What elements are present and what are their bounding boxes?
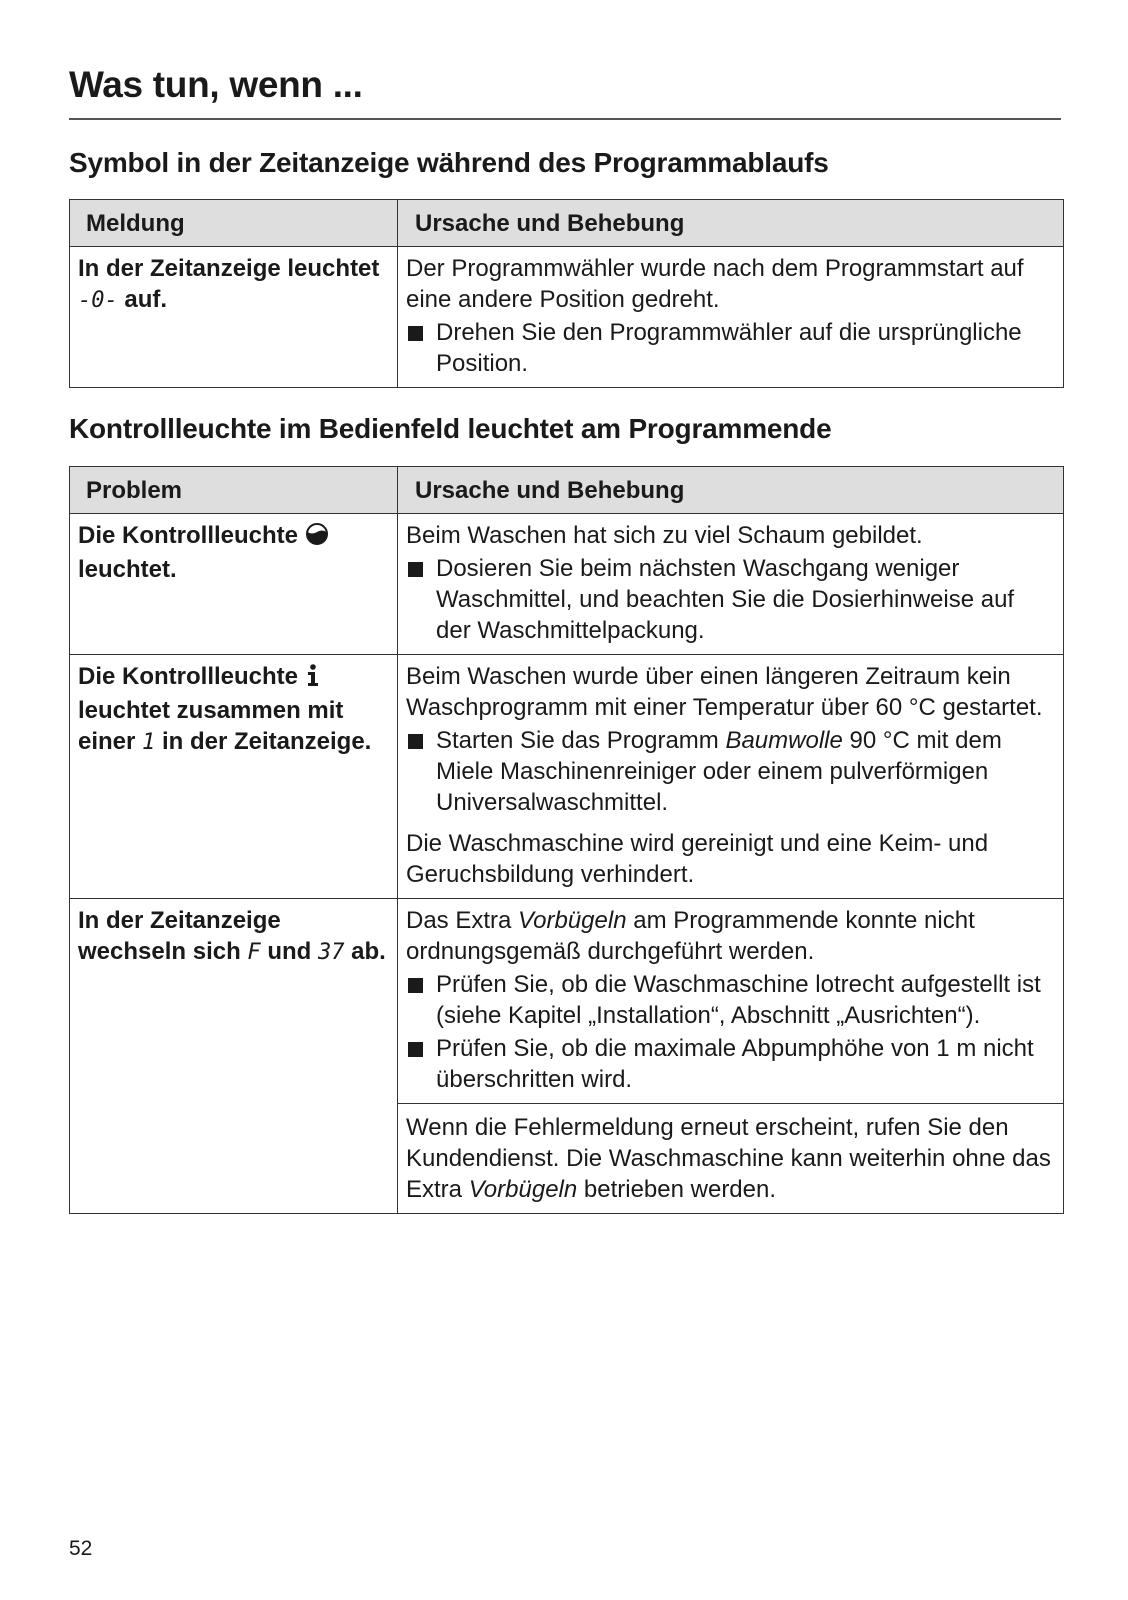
problem-text-end: auf. [117, 286, 168, 313]
note-text: Wenn die Fehlermeldung erneut erscheint, rufen Sie den Kundendienst. Die Waschmaschine kann weiterhin ohne das Extra [406, 1114, 1051, 1203]
note-text-end: betrieben werden. [577, 1176, 777, 1203]
display-symbol-f: F [247, 940, 261, 965]
extra-name: Vorbügeln [468, 1176, 578, 1203]
cause-cell [398, 899, 1064, 1214]
table-row [70, 514, 1064, 655]
problem-cell [70, 514, 398, 655]
bullet-square-icon [408, 978, 423, 993]
section-heading-indicator-light: Kontrollleuchte im Bedienfeld leuchtet am Programmende [69, 413, 832, 444]
action-item [406, 725, 1055, 818]
cause-cell [398, 655, 1064, 899]
action-item [406, 317, 1055, 379]
page-number: 52 [69, 1537, 93, 1560]
display-symbol-37: 37 [317, 940, 345, 965]
note-text: Die Waschmaschine wird gereinigt und eine Keim- und Geruchsbildung verhindert. [406, 830, 989, 888]
column-header-message: Meldung [70, 200, 398, 247]
problem-text: In der Zeitanzeige leuchtet [78, 255, 380, 282]
indicator-light-table [69, 466, 1064, 1214]
info-icon [305, 663, 321, 695]
problem-cell [70, 247, 398, 388]
section-heading-time-display-symbol: Symbol in der Zeitanzeige während des Programmablaufs [69, 147, 829, 178]
display-symbol: 1 [142, 730, 156, 755]
problem-text: Die Kontrollleuchte [78, 663, 305, 690]
problem-text-end: in der Zeitanzeige. [155, 728, 372, 755]
problem-cell [70, 899, 398, 1214]
bullet-square-icon [408, 734, 423, 749]
table-header-row [70, 200, 1064, 247]
column-header-cause: Ursache und Behebung [398, 467, 1064, 514]
cause-text-end: am Programmende konnte nicht ordnungsgemäß durchgeführt werden. [406, 907, 975, 965]
program-name: Baumwolle [725, 727, 843, 754]
cause-text-start: Das Extra [406, 907, 519, 934]
cause-text: Beim Waschen wurde über einen längeren Zeitraum kein Waschprogramm mit einer Temperatur über 60 °C gestartet. [406, 663, 1043, 721]
action-text: Starten Sie das Programm [436, 727, 726, 754]
cause-text: Beim Waschen hat sich zu viel Schaum gebildet. [406, 522, 923, 549]
note-block [398, 1103, 1063, 1205]
foam-indicator-icon [305, 522, 329, 554]
action-text: Prüfen Sie, ob die maximale Abpumphöhe von 1 m nicht überschritten wird. [436, 1035, 1034, 1093]
action-text: Drehen Sie den Programmwähler auf die ursprüngliche Position. [436, 319, 1022, 377]
bullet-square-icon [408, 1042, 423, 1057]
action-text: Prüfen Sie, ob die Waschmaschine lotrecht aufgestellt ist (siehe Kapitel „Installation“, Abschnitt „Ausrichten“). [436, 971, 1041, 1029]
bullet-square-icon [408, 326, 423, 341]
bullet-square-icon [408, 562, 423, 577]
cause-cell [398, 247, 1064, 388]
table-row [70, 655, 1064, 899]
cause-text [406, 905, 1055, 967]
cause-text: Der Programmwähler wurde nach dem Programmstart auf eine andere Position gedreht. [406, 255, 1024, 313]
table-header-row [70, 467, 1064, 514]
column-header-cause: Ursache und Behebung [398, 200, 1064, 247]
action-item [406, 553, 1055, 646]
title-divider [69, 118, 1061, 120]
problem-text: In der Zeitanzeige wechseln sich [78, 907, 281, 965]
action-item [406, 1033, 1055, 1095]
problem-cell [70, 655, 398, 899]
problem-text-end: leuchtet. [78, 556, 177, 583]
table-row [70, 247, 1064, 388]
column-header-problem: Problem [70, 467, 398, 514]
action-item [406, 969, 1055, 1031]
problem-text: Die Kontrollleuchte [78, 522, 305, 549]
page-title: Was tun, wenn ... [69, 64, 363, 105]
action-text-end: 90 °C mit dem Miele Maschinenreiniger oder einem pulverförmigen Universalwaschmittel. [436, 727, 1002, 816]
problem-text-end: ab. [344, 938, 386, 965]
extra-name: Vorbügeln [518, 907, 627, 934]
cause-cell [398, 514, 1064, 655]
time-display-symbol-table [69, 199, 1064, 388]
problem-text-mid: und [260, 938, 318, 965]
action-text: Dosieren Sie beim nächsten Waschgang weniger Waschmittel, und beachten Sie die Dosierhinweise auf der Waschmittelpackung. [436, 555, 1015, 644]
display-symbol: -0- [78, 288, 118, 313]
problem-text-mid: leuchtet zusammen mit einer [78, 697, 344, 755]
table-row [70, 899, 1064, 1214]
